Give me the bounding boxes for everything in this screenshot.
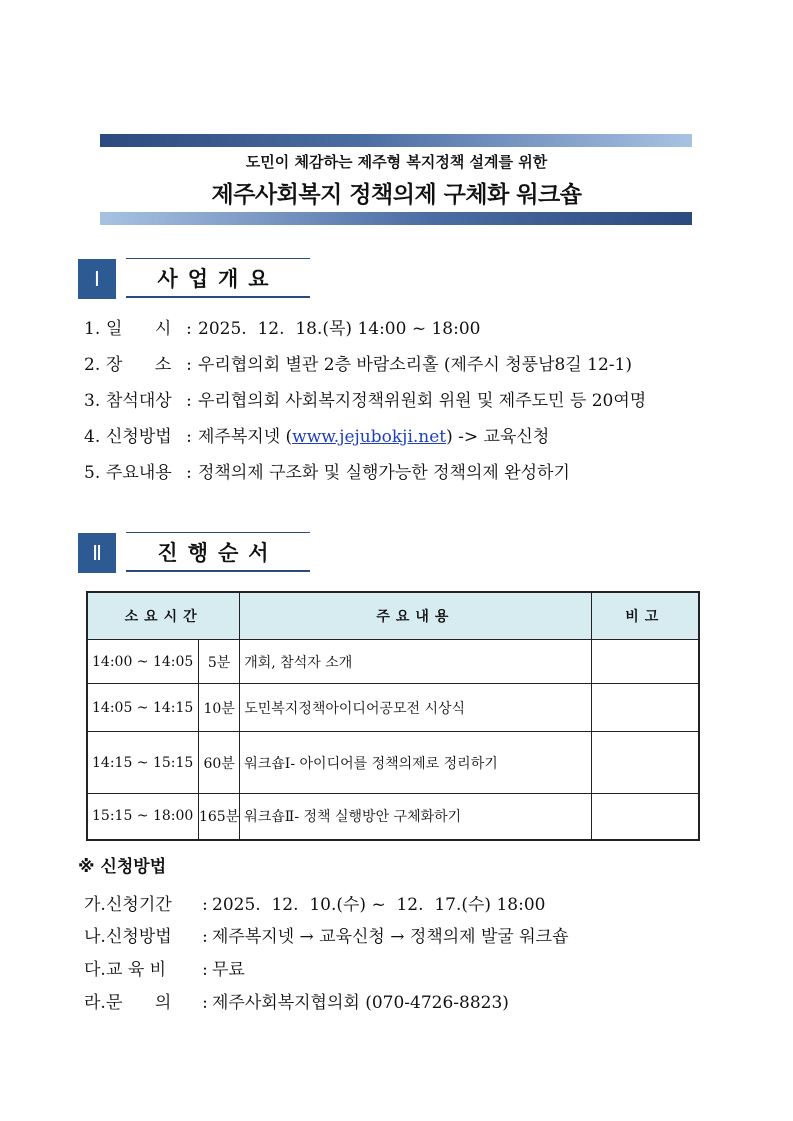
- document-title: 제주사회복지 정책의제 구체화 워크숍: [211, 182, 582, 208]
- overview-item-attendees: [84, 386, 646, 411]
- row-time: 14:05 ~ 14:15: [87, 684, 198, 732]
- item-number: 가.: [84, 895, 106, 915]
- item-value: 우리협의회 사회복지정책위원회 위원 및 제주도민 등 20여명: [198, 391, 647, 411]
- item-label: 일 시: [106, 319, 172, 339]
- row-duration: 60분: [198, 732, 239, 794]
- row-time: 14:15 ~ 15:15: [87, 732, 198, 794]
- section-2-title: 진행순서: [126, 532, 310, 572]
- table-row: [87, 684, 699, 732]
- item-colon: :: [202, 927, 208, 947]
- item-number: 라.: [84, 993, 106, 1013]
- table-row: [87, 732, 699, 794]
- item-label: 문 의: [106, 993, 172, 1013]
- item-label: 신청기간: [106, 895, 172, 915]
- row-note: [591, 640, 699, 684]
- row-content: 워크숍Ⅰ- 아이디어를 정책의제로 정리하기: [240, 732, 591, 794]
- item-value-before-link: 제주복지넷 (: [198, 427, 293, 447]
- item-colon: :: [186, 355, 192, 375]
- item-number: 5.: [84, 463, 101, 483]
- header-content: 주요내용: [240, 592, 591, 640]
- item-colon: :: [186, 463, 192, 483]
- item-colon: :: [202, 993, 208, 1013]
- item-value-after-link: ) -> 교육신청: [446, 427, 550, 447]
- item-value: 무료: [212, 960, 245, 980]
- website-link[interactable]: www.jejubokji.net: [292, 427, 447, 447]
- item-colon: :: [186, 391, 192, 411]
- item-value: 제주사회복지협의회 (070-4726-8823): [212, 993, 509, 1013]
- item-label: 신청방법: [106, 427, 172, 447]
- section-1-title: 사업개요: [126, 258, 310, 298]
- item-number: 다.: [84, 960, 106, 980]
- row-content: 개회, 참석자 소개: [240, 640, 591, 684]
- item-value: 제주복지넷 → 교육신청 → 정책의제 발굴 워크숍: [212, 927, 569, 947]
- schedule-header-row: [87, 592, 699, 640]
- title-top-bar: [100, 134, 692, 147]
- row-content: 워크숍Ⅱ- 정책 실행방안 구체화하기: [240, 794, 591, 840]
- item-label: 장 소: [106, 355, 172, 375]
- item-value: 정책의제 구조화 및 실행가능한 정책의제 완성하기: [198, 463, 570, 483]
- row-content: 도민복지정책아이디어공모전 시상식: [240, 684, 591, 732]
- overview-item-how-to-apply: [84, 422, 549, 447]
- item-colon: :: [202, 960, 208, 980]
- item-value: 2025. 12. 10.(수) ~ 12. 17.(수) 18:00: [212, 895, 546, 915]
- overview-item-place: [84, 350, 632, 375]
- item-number: 나.: [84, 927, 106, 947]
- item-colon: :: [186, 319, 192, 339]
- item-colon: :: [186, 427, 192, 447]
- application-item-period: [84, 890, 545, 915]
- overview-item-date: [84, 314, 480, 339]
- header-note: 비고: [591, 592, 699, 640]
- item-number: 4.: [84, 427, 101, 447]
- document-subtitle: 도민이 체감하는 제주형 복지정책 설계를 위한: [245, 153, 548, 171]
- row-duration: 10분: [198, 684, 239, 732]
- row-duration: 5분: [198, 640, 239, 684]
- row-note: [591, 684, 699, 732]
- header-duration: 소요시간: [87, 592, 240, 640]
- item-label: 교 육 비: [106, 960, 167, 980]
- row-duration: 165분: [198, 794, 239, 840]
- section-1-number: Ⅰ: [78, 259, 116, 299]
- item-number: 1.: [84, 319, 101, 339]
- application-heading: ※ 신청방법: [78, 857, 167, 877]
- item-value: 우리협의회 별관 2층 바람소리홀 (제주시 청풍남8길 12-1): [198, 355, 632, 375]
- row-note: [591, 794, 699, 840]
- item-label: 주요내용: [106, 463, 172, 483]
- item-number: 3.: [84, 391, 101, 411]
- application-item-method: [84, 922, 569, 947]
- row-time: 14:00 ~ 14:05: [87, 640, 198, 684]
- table-row: [87, 640, 699, 684]
- row-time: 15:15 ~ 18:00: [87, 794, 198, 840]
- application-item-fee: [84, 955, 245, 980]
- application-item-contact: [84, 988, 509, 1013]
- item-label: 신청방법: [106, 927, 172, 947]
- section-2-number: Ⅱ: [78, 533, 116, 573]
- row-note: [591, 732, 699, 794]
- item-label: 참석대상: [106, 391, 172, 411]
- item-value: 2025. 12. 18.(목) 14:00 ~ 18:00: [198, 319, 481, 339]
- overview-item-main-content: [84, 458, 570, 483]
- item-colon: :: [202, 895, 208, 915]
- schedule-table: [86, 591, 700, 841]
- table-row: [87, 794, 699, 840]
- item-number: 2.: [84, 355, 101, 375]
- title-bottom-bar: [100, 212, 692, 225]
